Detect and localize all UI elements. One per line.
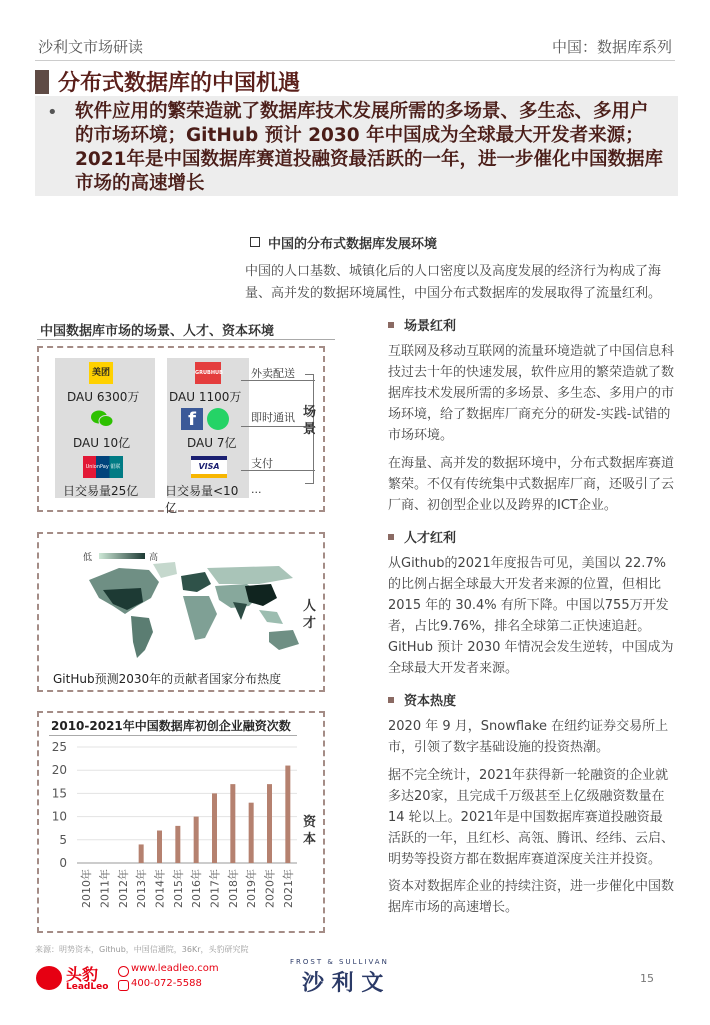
scene-box bbox=[37, 346, 325, 515]
capital-paragraph-2: 据不完全统计，2021年获得新一轮融资的企业就多达20家，且完成千万级甚至上亿级融资数量在 14 轮以上。2021年是中国数据库赛道投融资最活跃的一年，且红杉、高瓴、腾讯、经纬、云启、明势等投资方都在数据库赛道深度关注并投资。 bbox=[388, 768, 675, 867]
app-card-grubhub bbox=[167, 358, 249, 406]
bar bbox=[157, 831, 162, 863]
y-tick-label: 5 bbox=[59, 832, 67, 847]
scene-paragraph-2: 在海量、高并发的数据环境中，分布式数据库赛道繁荣。不仅有传统集中式数据库厂商，还吸引了云厂商、初创型企业以及跨界的ICT企业。 bbox=[388, 456, 675, 513]
leadleo-brand-en: LeadLeo bbox=[66, 982, 109, 992]
app-label-grubhub: DAU 1100万 bbox=[169, 390, 242, 404]
phone-icon bbox=[118, 980, 129, 991]
summary-box bbox=[35, 96, 678, 196]
scene-line-3 bbox=[241, 470, 315, 471]
section-heading-text: 中国的分布式数据库发展环境 bbox=[268, 237, 438, 252]
app-label-wechat: DAU 10亿 bbox=[73, 436, 131, 450]
legend-high-label: 高 bbox=[149, 553, 159, 563]
bar bbox=[285, 766, 290, 863]
title-marker bbox=[35, 70, 49, 94]
unionpay-logo-icon: UnionPay 银联 bbox=[83, 456, 123, 478]
x-tick-label: 2016年 bbox=[190, 869, 204, 908]
app-label-meituan: DAU 6300万 bbox=[67, 390, 140, 404]
capital-box bbox=[37, 711, 325, 933]
bullet-scene-head bbox=[388, 315, 456, 334]
map-southeast-asia bbox=[259, 610, 283, 624]
heat-legend-gradient bbox=[99, 553, 145, 559]
scene-line-1 bbox=[241, 380, 315, 381]
legend-low-label: 低 bbox=[83, 553, 93, 563]
whatsapp-logo-icon bbox=[207, 408, 229, 430]
chart-title: 2010-2021年中国数据库初创企业融资次数 bbox=[51, 719, 291, 733]
meituan-logo-icon: 美团 bbox=[89, 362, 113, 384]
scene-label-more: ... bbox=[251, 483, 262, 496]
map-russia bbox=[207, 566, 293, 584]
app-card-facebook-whatsapp bbox=[167, 406, 249, 452]
header-right: 中国：数据库系列 bbox=[551, 38, 672, 56]
visa-logo-icon: VISA bbox=[191, 456, 227, 478]
page-number: 15 bbox=[640, 972, 654, 985]
bullet-capital-head-text: 资本热度 bbox=[404, 694, 457, 709]
map-greenland bbox=[153, 562, 177, 578]
x-tick-label: 2012年 bbox=[116, 869, 130, 908]
panel-title-divider bbox=[37, 339, 335, 340]
checkbox-square-icon bbox=[250, 237, 260, 247]
y-tick-label: 15 bbox=[51, 786, 67, 801]
x-tick-label: 2011年 bbox=[98, 869, 112, 908]
map-australia bbox=[269, 630, 299, 650]
app-label-facebook: DAU 7亿 bbox=[187, 436, 237, 450]
bar bbox=[194, 817, 199, 863]
map-india bbox=[233, 602, 247, 620]
bar bbox=[230, 784, 235, 863]
map-south-america bbox=[131, 616, 153, 658]
bullet-dot-icon: • bbox=[47, 102, 58, 123]
capital-paragraph-1: 2020 年 9 月，Snowflake 在纽约证券交易所上市，引领了数字基础设施的投资热潮。 bbox=[388, 719, 669, 755]
funding-bar-chart bbox=[39, 737, 309, 933]
scene-label-pay: 支付 bbox=[251, 457, 273, 470]
x-tick-label: 2018年 bbox=[226, 869, 240, 908]
app-card-visa bbox=[165, 452, 249, 515]
chart-title-line bbox=[49, 735, 297, 736]
bar bbox=[175, 826, 180, 863]
phone-number: 400-072-5588 bbox=[131, 978, 202, 989]
app-card-meituan bbox=[55, 358, 155, 406]
app-card-wechat bbox=[55, 406, 155, 452]
y-tick-label: 25 bbox=[51, 740, 67, 754]
y-tick-label: 0 bbox=[59, 856, 67, 870]
scene-label-im: 即时通讯 bbox=[251, 411, 295, 424]
talent-paragraph: 从Github的2021年度报告可见，美国以 22.7% 的比例占据全球最大开发者来源的位置，但相比 2015 年的 30.4% 有所下降。中国以755万开发者，占比9.76%，排名全球第二正快速追赶。GitHub 预计 2030 年情况会发生逆转，中国成为全球最大开发者来源。 bbox=[388, 556, 674, 676]
x-tick-label: 2020年 bbox=[263, 869, 277, 908]
talent-tag: 人才 bbox=[303, 599, 317, 631]
section-heading bbox=[250, 233, 437, 252]
bullet-talent-head-text: 人才红利 bbox=[404, 531, 457, 546]
y-tick-label: 10 bbox=[51, 809, 67, 824]
website-icon bbox=[118, 966, 129, 977]
summary-text: 软件应用的繁荣造就了数据库技术发展所需的多场景、多生态、多用户的市场环境；GitHub 预计 2030 年中国成为全球最大开发者来源；2021年是中国数据库赛道投融资最活跃的一年，进一步催化中国数据库市场的高速增长 bbox=[75, 101, 663, 194]
bar bbox=[139, 844, 144, 863]
wechat-logo-icon bbox=[91, 410, 113, 428]
y-tick-label: 20 bbox=[51, 763, 67, 778]
scene-label-delivery: 外卖配送 bbox=[251, 367, 295, 380]
scene-paragraph-1: 互联网及移动互联网的流量环境造就了中国信息科技过去十年的快速发展，软件应用的繁荣造就了数据库技术发展所需的多场景、多生态、多用户的市场环境，给了数据库厂商充分的研发-实践-试错的市场环境。 bbox=[388, 344, 675, 443]
grubhub-logo-icon: GRUBHUB bbox=[195, 362, 221, 384]
bullet-scene-head-text: 场景红利 bbox=[404, 319, 457, 334]
capital-paragraph-3: 资本对数据库企业的持续注资，进一步催化中国数据库市场的高速增长。 bbox=[388, 879, 675, 915]
x-tick-label: 2017年 bbox=[208, 869, 222, 908]
world-heatmap bbox=[79, 562, 309, 662]
leadleo-paw-icon bbox=[36, 966, 62, 990]
leadleo-logo bbox=[36, 962, 126, 996]
x-tick-label: 2010年 bbox=[80, 869, 94, 908]
bullet-capital-head bbox=[388, 690, 456, 709]
app-card-unionpay bbox=[55, 452, 155, 498]
panel-title: 中国数据库市场的场景、人才、资本环境 bbox=[40, 324, 275, 339]
x-tick-label: 2014年 bbox=[153, 869, 167, 908]
website-link[interactable]: www.leadleo.com bbox=[131, 963, 219, 974]
leadleo-brand-cn: 头豹 bbox=[66, 965, 99, 984]
bar bbox=[267, 784, 272, 863]
x-tick-label: 2013年 bbox=[135, 869, 149, 908]
bullet-talent-head bbox=[388, 527, 456, 546]
x-tick-label: 2021年 bbox=[281, 869, 295, 908]
talent-box bbox=[37, 532, 325, 692]
x-tick-label: 2015年 bbox=[171, 869, 185, 908]
bullet-square-icon bbox=[388, 697, 394, 703]
app-label-visa: 日交易量<10亿 bbox=[165, 484, 239, 515]
map-africa bbox=[183, 596, 217, 640]
bullet-square-icon bbox=[388, 534, 394, 540]
header-divider bbox=[35, 60, 675, 61]
scene-tag: 场景 bbox=[303, 405, 317, 437]
page-title: 分布式数据库的中国机遇 bbox=[58, 71, 301, 96]
source-note: 来源：明势资本，Github，中国信通院，36Kr，头豹研究院 bbox=[35, 945, 249, 954]
section-intro: 中国的人口基数、城镇化后的人口密度以及高度发展的经济行为构成了海量、高并发的数据环境属性，中国分布式数据库的发展取得了流量红利。 bbox=[245, 264, 662, 301]
sullivan-logo-cn: 沙 利 文 bbox=[302, 971, 384, 996]
facebook-logo-icon: f bbox=[181, 408, 203, 430]
bar bbox=[212, 793, 217, 863]
capital-tag: 资本 bbox=[303, 815, 317, 847]
bar bbox=[249, 803, 254, 863]
x-tick-label: 2019年 bbox=[245, 869, 259, 908]
bullet-square-icon bbox=[388, 322, 394, 328]
talent-caption: GitHub预测2030年的贡献者国家分布热度 bbox=[53, 672, 282, 686]
header-left: 沙利文市场研读 bbox=[38, 38, 144, 56]
app-label-unionpay: 日交易量25亿 bbox=[63, 484, 139, 498]
frost-sullivan-text: FROST & SULLIVAN bbox=[290, 958, 389, 966]
map-europe bbox=[181, 572, 211, 592]
